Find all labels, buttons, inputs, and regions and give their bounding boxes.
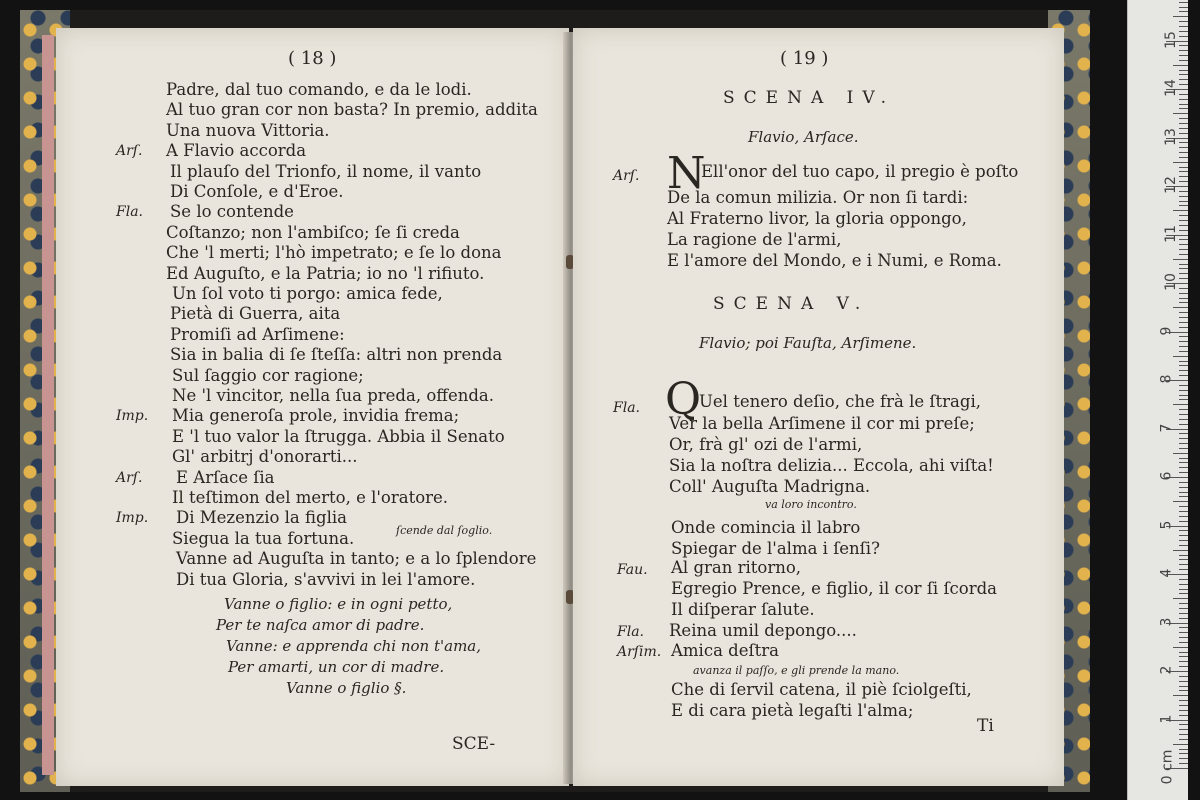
ruler-tick [1179,724,1188,725]
ruler-tick [1179,201,1188,202]
ruler-tick [1179,288,1188,289]
verse-line: Al tuo gran cor non basta? In premio, addita [166,100,538,120]
ruler-tick [1179,448,1188,449]
ruler-tick [1179,108,1188,109]
ruler-tick [1179,681,1188,682]
ruler-tick [1173,356,1188,357]
ruler-tick [1179,734,1188,735]
verse-line: Or, frà gl' ozi de l'armi, [669,435,863,454]
ruler-tick [1173,501,1188,502]
ruler-tick [1179,589,1188,590]
verse-line: Coll' Auguſta Madrigna. [669,477,871,496]
ruler-tick [1179,341,1188,342]
drop-cap: Q [665,374,702,425]
speaker-label: Fla. [116,204,143,221]
ruler-tick [1179,661,1188,662]
ruler-tick [1179,676,1188,677]
verse-line: Ell'onor del tuo capo, il pregio è poſto [701,162,1019,181]
speaker-label: Imp. [116,408,149,425]
ruler-tick [1179,205,1188,206]
aria-line: Vanne: e apprenda chi non t'ama, [226,637,482,655]
ruler-tick [1179,196,1188,197]
ruler-tick [1179,458,1188,459]
ruler-tick [1173,65,1188,66]
stage-direction: ſcende dal ſoglio. [396,524,493,537]
verse-line: Spiegar de l'alma i ſenſi? [671,539,880,558]
ruler-tick [1179,273,1188,274]
ruler-tick [1179,700,1188,701]
ruler-tick [1179,511,1188,512]
ruler-tick [1179,564,1188,565]
verse-line: Padre, dal tuo comando, e da le lodi. [166,80,472,99]
ruler-tick [1179,690,1188,691]
ruler-tick [1173,647,1188,648]
ruler-tick [1179,753,1188,754]
ruler-tick [1179,395,1188,396]
ruler-tick [1179,45,1188,46]
ruler-tick [1179,26,1188,27]
ruler-tick [1179,176,1188,177]
ruler-tick [1179,705,1188,706]
ruler-tick [1173,550,1188,551]
scene-title: SCENA IV. [723,88,896,108]
ruler-tick [1179,652,1188,653]
scene-characters: Flavio, Arſace. [748,128,859,146]
stage-direction: avanza il paſſo, e gli prende la mano. [693,664,900,677]
ruler-tick [1179,433,1188,434]
speaker-label: Arſ. [613,168,640,184]
ruler-tick [1179,642,1188,643]
verse-line: Mia generoſa prole, invidia frema; [172,406,460,426]
verse-line: Sul ſaggio cor ragione; [172,365,364,385]
ruler-tick [1179,215,1188,216]
ruler-tick [1179,579,1188,580]
ruler-tick [1179,686,1188,687]
ruler-tick [1179,7,1188,8]
verse-line: Di tua Gloria, s'avvivi in lei l'amore. [176,569,476,589]
verse-line: E di cara pietà legaſti l'alma; [671,701,914,720]
speaker-label: Arſ. [116,143,143,160]
ruler-tick [1179,390,1188,391]
verse-line: Onde comincia il labro [671,518,861,537]
ruler-tick [1179,370,1188,371]
ruler-tick [1179,729,1188,730]
ruler-label: 1 [1158,714,1175,723]
ruler-tick [1179,36,1188,37]
ruler-tick [1173,259,1188,260]
verse-line: E l'amore del Mondo, e i Numi, e Roma. [667,251,1002,270]
ruler-tick [1179,375,1188,376]
ruler-tick [1173,307,1188,308]
ruler-tick [1179,327,1188,328]
verse-line: Ne 'l vincitor, nella ſua preda, offenda. [172,386,495,405]
ruler-tick [1179,443,1188,444]
ruler-tick [1179,472,1188,473]
ruler-tick [1179,758,1188,759]
ruler-tick [1179,749,1188,750]
verse-line: Reina umil depongo.... [669,621,857,640]
verse-line: Uel tenero deſio, che frà le ſtragi, [699,392,981,411]
ruler-label: 7 [1158,423,1175,432]
ruler-tick [1179,666,1188,667]
verse-line: Di Conſole, e d'Eroe. [170,182,344,201]
verse-line: Pietà di Guerra, aita [170,304,341,324]
verse-line: Di Mezenzio la figlia [176,508,347,528]
ruler-tick [1179,409,1188,410]
ruler-tick [1179,584,1188,585]
speaker-label: Fla. [617,624,644,640]
ruler-tick [1179,254,1188,255]
ruler-tick [1179,79,1188,80]
ruler-tick [1179,521,1188,522]
ruler-tick [1179,506,1188,507]
drop-cap: N [667,148,706,199]
ruler-tick [1179,399,1188,400]
ruler-tick [1173,404,1188,405]
verse-line: Gl' arbitrj d'onorarti... [172,447,358,467]
ruler-tick [1179,147,1188,148]
ruler-tick [1179,167,1188,168]
ruler-tick [1179,419,1188,420]
verse-line: Al gran ritorno, [671,558,802,577]
ruler-tick [1179,632,1188,633]
ruler-tick [1179,710,1188,711]
ruler-tick [1179,94,1188,95]
ruler-tick [1179,482,1188,483]
left-page [56,28,569,786]
ruler-tick [1179,385,1188,386]
catchword: Ti [977,716,994,736]
ruler-tick [1179,220,1188,221]
verse-line: Egregio Prence, e figlio, il cor ſi ſcorda [671,579,998,598]
ruler-label: 13 [1162,127,1179,146]
ruler-tick [1179,613,1188,614]
speaker-label: Arſ. [116,469,143,486]
ruler-tick [1179,157,1188,158]
catchword: SCE- [452,734,496,754]
verse-line: Il diſperar ſalute. [671,600,815,619]
verse-line: Una nuova Vittoria. [166,120,330,140]
ruler-tick [1179,608,1188,609]
ruler-tick [1179,50,1188,51]
aria-line: Vanne o figlio: e in ogni petto, [224,595,453,613]
speaker-label: Imp. [116,510,149,527]
verse-line: La ragione de l'armi, [667,230,842,249]
measurement-ruler [1127,0,1188,800]
ruler-tick [1173,113,1188,114]
ruler-tick [1179,438,1188,439]
ruler-tick [1179,627,1188,628]
ruler-tick [1179,104,1188,105]
ruler-tick [1173,598,1188,599]
ruler-tick [1179,239,1188,240]
ruler-tick [1179,278,1188,279]
verse-line: Sia la noſtra delizia... Eccola, ahi viſta! [669,456,994,475]
aria-line: Per amarti, un cor di madre. [228,658,445,676]
ruler-tick [1179,128,1188,129]
ruler-label: 6 [1158,471,1175,481]
ruler-tick [1179,346,1188,347]
ruler-tick [1179,361,1188,362]
ruler-tick [1179,230,1188,231]
ruler-tick [1179,487,1188,488]
verse-line: Il plauſo del Trionfo, il nome, il vanto [170,161,482,181]
ruler-label: 3 [1158,617,1175,626]
ruler-tick [1179,535,1188,536]
ruler-tick [1179,496,1188,497]
ruler-tick [1173,162,1188,163]
ruler-tick [1179,142,1188,143]
ruler-tick [1179,559,1188,560]
ruler-label: 0 cm [1159,749,1176,785]
verse-line: Siegua la tua fortuna. [172,528,355,548]
aria-line: Per te naſca amor di padre. [216,616,425,634]
scene-characters: Flavio; poi Fauſta, Arſimene. [699,334,917,352]
ruler-tick [1179,516,1188,517]
ruler-tick [1179,424,1188,425]
ruler-label: 10 [1162,273,1179,291]
verse-line: Che di ſervil catena, il piè ſciolgeſti, [671,680,972,699]
ruler-label: 5 [1158,520,1175,529]
ruler-tick [1179,99,1188,100]
ruler-tick [1179,11,1188,12]
ruler-label: 9 [1158,326,1175,335]
ruler-tick [1179,336,1188,337]
ruler-tick [1179,74,1188,75]
ruler-tick [1179,21,1188,22]
ruler-tick [1179,2,1188,3]
ruler-tick [1179,467,1188,468]
ruler-tick [1179,191,1188,192]
ruler-tick [1179,462,1188,463]
book [20,10,1090,792]
verse-line: Coſtanzo; non l'ambiſco; ſe ſi creda [166,222,460,242]
verse-line: E Arſace ſia [176,467,275,487]
ruler-tick [1179,656,1188,657]
page-number: ( 18 ) [288,48,337,69]
ruler-tick [1179,123,1188,124]
verse-line: Il teſtimon del merto, e l'oratore. [172,488,449,507]
ruler-tick [1179,133,1188,134]
speaker-label: Arſim. [617,644,662,660]
scene-title: SCENA V. [713,294,870,314]
ruler-label: 2 [1158,665,1175,675]
ruler-tick [1179,249,1188,250]
verse-line: Che 'l merti; l'hò impetrato; e ſe lo dona [166,243,502,263]
ruler-tick [1173,210,1188,211]
stage-direction: va loro incontro. [765,498,857,511]
ruler-tick [1179,244,1188,245]
ruler-tick [1179,55,1188,56]
ruler-tick [1179,312,1188,313]
ruler-tick [1179,530,1188,531]
ruler-tick [1179,225,1188,226]
ruler-tick [1179,317,1188,318]
ruler-tick [1173,744,1188,745]
ruler-tick [1179,637,1188,638]
verse-line: Vanne ad Auguſta in tanto; e a lo ſplendore [176,549,537,569]
ruler-tick [1179,293,1188,294]
ruler-label: 4 [1158,568,1175,578]
verse-line: Se lo contende [170,202,294,222]
ruler-label: 11 [1162,224,1179,243]
verse-line: Ed Auguſto, e la Patria; io no 'l rifiuto. [166,263,485,283]
page-edge [42,35,54,775]
ruler-tick [1173,453,1188,454]
verse-line: Amica deſtra [671,641,779,660]
ruler-tick [1179,593,1188,594]
right-page [573,28,1064,786]
ruler-tick [1179,84,1188,85]
ruler-tick [1173,16,1188,17]
verse-line: Ver la bella Arſimene il cor mi preſe; [669,414,975,433]
ruler-tick [1179,739,1188,740]
ruler-tick [1179,492,1188,493]
ruler-tick [1173,695,1188,696]
ruler-tick [1179,555,1188,556]
verse-line: Sia in balia di ſe ſteſſa: altri non prenda [170,345,503,365]
ruler-label: 15 [1162,30,1179,49]
ruler-tick [1179,540,1188,541]
ruler-tick [1179,268,1188,269]
ruler-tick [1179,365,1188,366]
ruler-label: 8 [1158,374,1175,384]
speaker-label: Fla. [613,400,640,416]
ruler-tick [1179,118,1188,119]
verse-line: Un ſol voto ti porgo: amica fede, [172,284,443,303]
ruler-tick [1179,60,1188,61]
ruler-tick [1179,351,1188,352]
ruler-label: 14 [1162,79,1179,97]
aria-line: Vanne o figlio §. [286,679,407,697]
speaker-label: Fau. [617,562,648,578]
ruler-tick [1179,603,1188,604]
ruler-tick [1179,322,1188,323]
ruler-tick [1179,569,1188,570]
ruler-tick [1179,298,1188,299]
verse-line: Promiſi ad Arſimene: [170,324,345,344]
ruler-tick [1179,70,1188,71]
ruler-tick [1179,763,1188,764]
verse-line: De la comun milizia. Or non ſi tardi: [667,188,969,207]
ruler-tick [1179,152,1188,153]
page-number: ( 19 ) [780,48,829,69]
ruler-tick [1179,181,1188,182]
verse-line: Al Fraterno livor, la gloria oppongo, [667,209,967,228]
ruler-tick [1179,618,1188,619]
ruler-tick [1179,302,1188,303]
ruler-tick [1179,545,1188,546]
ruler-label: 12 [1162,176,1179,194]
verse-line: E 'l tuo valor la ſtrugga. Abbia il Senato [172,426,505,446]
ruler-tick [1179,715,1188,716]
verse-line: A Flavio accorda [166,141,307,161]
ruler-tick [1179,171,1188,172]
ruler-tick [1179,264,1188,265]
ruler-tick [1179,31,1188,32]
ruler-tick [1179,414,1188,415]
